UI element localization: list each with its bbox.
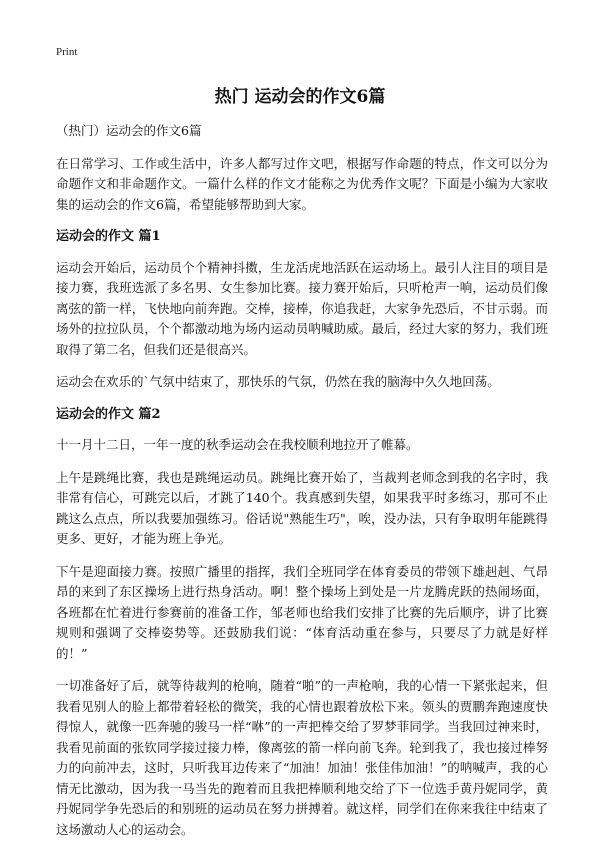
paragraph: 一切准备好了后，就等待裁判的枪响，随着“啪”的一声枪响，我的心情一下紧张起来，但我看见别人的脸上都带着轻松的微笑，我的心情也跟着放松下来。领头的贾鹏奔跑速度快得惊人，就像一匹奔驰的骏马一样“咻”的一声把棒交给了罗梦菲同学。当我回过神来时，我看见前面的张钦同学接过接力棒，像离弦的箭一样向前飞奔。轮到我了，我也接过棒努力的向前冲去，这时，只听我耳边传来了“加油！加油！张佳伟加油！”的呐喊声，我的心情无比激动，因为我一马当先的跑着而且我把棒顺利地交给了下一位选手黄丹妮同学，黄丹妮同学争先恐后的和别班的运动员在努力拼搏着。就这样，同学们在你来我往中结束了这场激动人心的运动会。	[56, 678, 548, 837]
intro-paragraph: 在日常学习、工作或生活中，许多人都写过作文吧，根据写作命题的特点，作文可以分为命题作文和非命题作文。一篇什么样的作文才能称之为优秀作文呢？下面是小编为大家收集的运动会的作文6篇，希望能够帮助到大家。	[56, 155, 548, 212]
print-label: Print	[56, 46, 78, 58]
document-title: 热门 运动会的作文6篇	[214, 87, 386, 107]
paragraph: 上午是跳绳比赛，我也是跳绳运动员。跳绳比赛开始了，当裁判老师念到我的名字时，我非常有信心，可跳完以后，才跳了140个。我真感到失望，如果我平时多练习，那可不止跳这么点点，所以我要加强练习。俗话说"熟能生巧"，唉，没办法，只有争取明年能跳得更多、更好，才能为班上争光。	[56, 469, 548, 546]
section-heading: 运动会的作文 篇2	[56, 406, 161, 422]
document-body	[56, 121, 548, 852]
paragraph: 下午是迎面接力赛。按照广播里的指挥，我们全班同学在体育委员的带领下雄赳赳、气昂昂的来到了东区操场上进行热身活动。啊！整个操场上到处是一片龙腾虎跃的热闹场面，各班都在忙着进行参赛前的准备工作，邹老师也给我们安排了比赛的先后顺序，讲了比赛规则和强调了交棒姿势等。还鼓励我们说：“体育活动重在参与，只要尽了力就是好样的！”	[56, 563, 548, 661]
section-heading: 运动会的作文 篇1	[56, 229, 161, 244]
paragraph: 运动会开始后，运动员个个精神抖擞，生龙活虎地活跃在运动场上。最引人注目的项目是接力赛，我班选派了多名男、女生参加比赛。接力赛开始后，只听枪声一响，运动员们像离弦的箭一样，飞快地向前奔跑。交棒，接棒，你追我赶，大家争先恐后，不甘示弱。而场外的拉拉队员，个个都激动地为场内运动员呐喊助威。最后，经过大家的努力，我们班取得了第二名，但我们还是很高兴。	[56, 259, 548, 357]
paragraph: 运动会在欢乐的`气氛中结束了，那快乐的气氛，仍然在我的脑海中久久地回荡。	[56, 374, 500, 389]
document-subtitle: （热门）运动会的作文6篇	[56, 123, 202, 138]
paragraph: 十一月十二日，一年一度的秋季运动会在我校顺利地拉开了帷幕。	[56, 437, 419, 452]
